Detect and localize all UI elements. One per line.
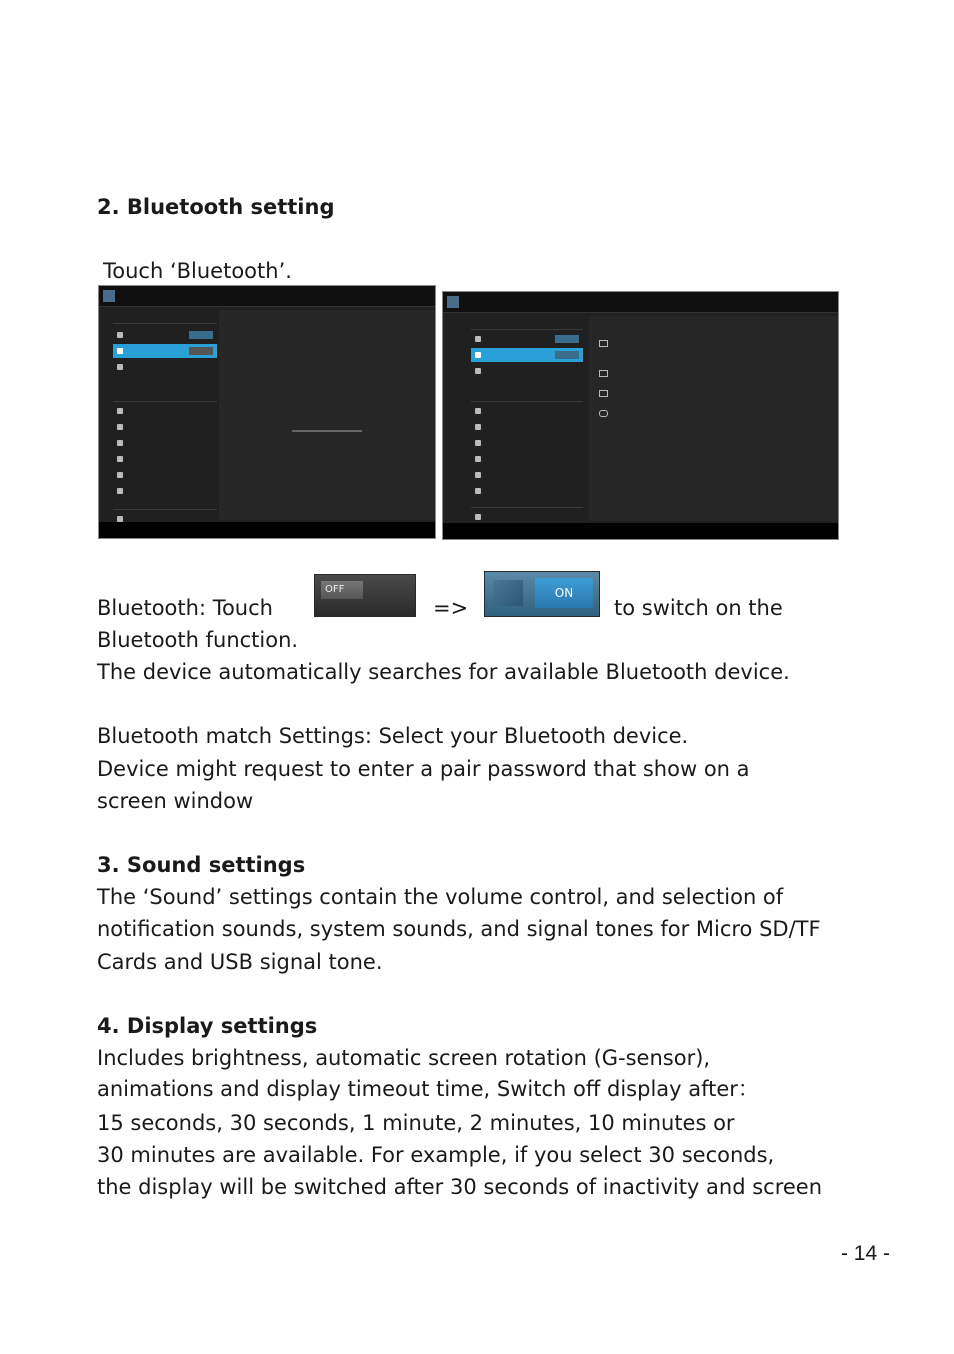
bluetooth-device-pane bbox=[589, 316, 838, 521]
storage-icon bbox=[117, 456, 123, 462]
toggle-off-label: OFF bbox=[321, 581, 363, 599]
bluetooth-switch-line2: Bluetooth function. bbox=[97, 628, 299, 652]
accounts-icon bbox=[475, 514, 481, 520]
display-line1: Includes brightness, automatic screen rotation (G-sensor), bbox=[97, 1046, 711, 1070]
settings-sidebar bbox=[113, 310, 217, 520]
apps-icon bbox=[117, 488, 123, 494]
bluetooth-match-line2: Device might request to enter a pair password that show on a bbox=[97, 757, 750, 781]
sound-line2: notification sounds, system sounds, and signal tones for Micro SD/TF bbox=[97, 917, 821, 941]
apps-icon bbox=[475, 488, 481, 494]
bluetooth-instruction: Touch ‘Bluetooth’. bbox=[103, 259, 292, 283]
bluetooth-icon bbox=[117, 348, 123, 354]
hdmi-icon bbox=[475, 440, 481, 446]
system-bar bbox=[443, 523, 838, 539]
display-line2: animations and display timeout time, Switch off display after： bbox=[97, 1077, 759, 1101]
section-heading-sound: 3. Sound settings bbox=[97, 853, 306, 877]
settings-app-icon bbox=[103, 290, 115, 302]
screenshot-bluetooth-off bbox=[98, 285, 436, 539]
display-line3: 15 seconds, 30 seconds, 1 minute, 2 minutes, 10 minutes or bbox=[97, 1111, 735, 1135]
bluetooth-switch-prefix: Bluetooth: Touch bbox=[97, 596, 273, 620]
bluetooth-toggle-on[interactable] bbox=[484, 571, 600, 617]
battery-icon bbox=[475, 472, 481, 478]
tablet-icon bbox=[599, 340, 608, 347]
bluetooth-toggle-off[interactable] bbox=[314, 574, 416, 617]
display-line4: 30 minutes are available. For example, if you select 30 seconds, bbox=[97, 1143, 775, 1167]
bluetooth-icon bbox=[475, 352, 481, 358]
display-icon bbox=[475, 424, 481, 430]
display-line5: the display will be switched after 30 seconds of inactivity and screen bbox=[97, 1175, 823, 1199]
page-number: - 14 - bbox=[840, 1242, 890, 1265]
settings-sidebar bbox=[471, 316, 583, 521]
display-icon bbox=[117, 424, 123, 430]
wifi-icon bbox=[117, 332, 123, 338]
data-usage-icon bbox=[475, 368, 481, 374]
storage-icon bbox=[475, 456, 481, 462]
bluetooth-match-line1: Bluetooth match Settings: Select your Bluetooth device. bbox=[97, 724, 689, 748]
settings-detail-pane bbox=[219, 310, 435, 520]
toggle-on-label: ON bbox=[535, 578, 593, 608]
system-bar bbox=[99, 522, 435, 538]
section-heading-bluetooth: 2. Bluetooth setting bbox=[97, 195, 335, 219]
sound-icon bbox=[475, 408, 481, 414]
hdmi-icon bbox=[117, 440, 123, 446]
sound-icon bbox=[117, 408, 123, 414]
bluetooth-auto-search: The device automatically searches for available Bluetooth device. bbox=[97, 660, 790, 684]
battery-icon bbox=[117, 472, 123, 478]
wifi-icon bbox=[475, 336, 481, 342]
bluetooth-switch-suffix: to switch on the bbox=[614, 596, 783, 620]
screenshot-bluetooth-on bbox=[442, 291, 839, 540]
bluetooth-match-line3: screen window bbox=[97, 789, 254, 813]
device-icon bbox=[599, 370, 608, 377]
arrow-text: => bbox=[433, 596, 469, 620]
phone-icon bbox=[599, 410, 608, 417]
sound-line3: Cards and USB signal tone. bbox=[97, 950, 383, 974]
section-heading-display: 4. Display settings bbox=[97, 1014, 318, 1038]
settings-app-icon bbox=[447, 296, 459, 308]
sound-line1: The ‘Sound’ settings contain the volume control, and selection of bbox=[97, 885, 784, 909]
data-usage-icon bbox=[117, 364, 123, 370]
device-icon bbox=[599, 390, 608, 397]
